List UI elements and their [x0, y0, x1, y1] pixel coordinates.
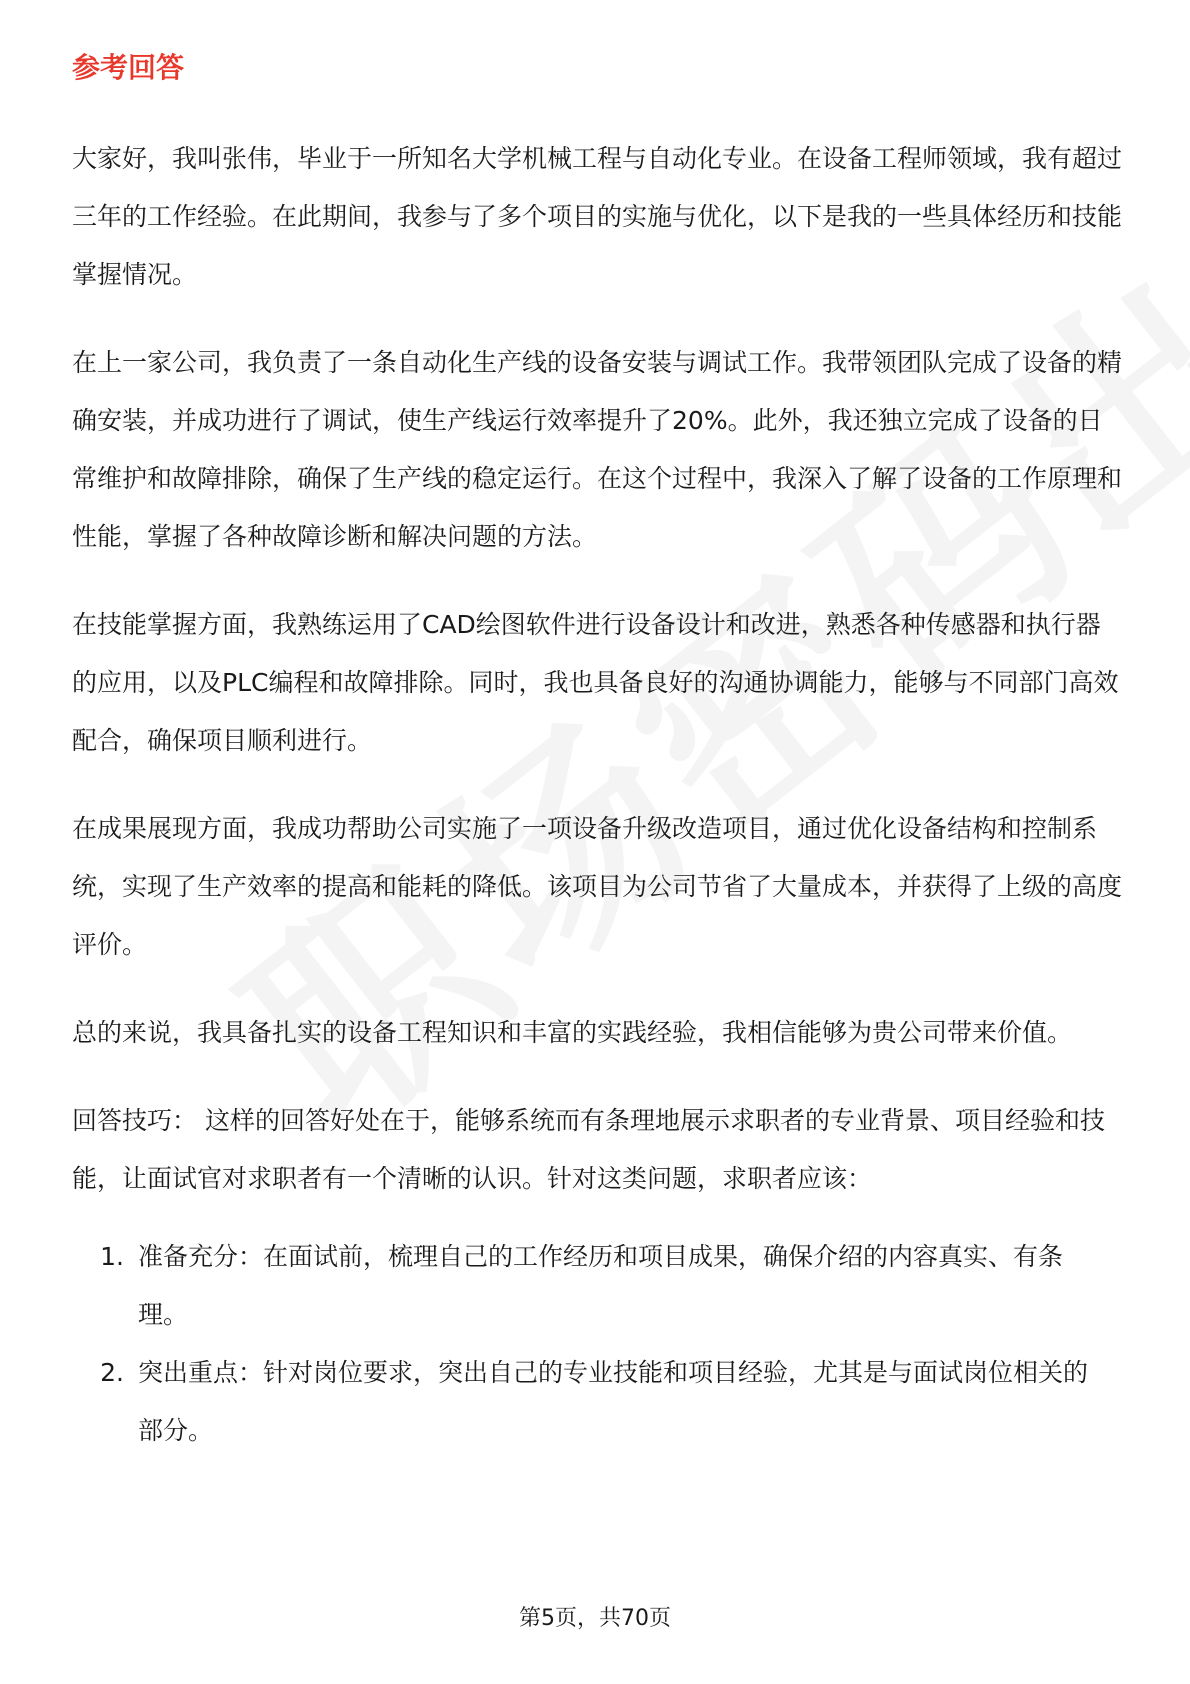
list-text: 准备充分：在面试前，梳理自己的工作经历和项目成果，确保介绍的内容真实、有条理。 [138, 1242, 1064, 1329]
list-number: 2. [100, 1358, 124, 1387]
paragraph-achievements: 在成果展现方面，我成功帮助公司实施了一项设备升级改造项目，通过优化设备结构和控制系统，实现了生产效率的提高和能耗的降低。该项目为公司节省了大量成本，并获得了上级的高度评价。 [72, 814, 1123, 959]
tips-list [72, 1228, 1122, 1460]
list-item [72, 1228, 1122, 1344]
paragraph-tips: 回答技巧： 这样的回答好处在于，能够系统而有条理地展示求职者的专业背景、项目经验和技能，让面试官对求职者有一个清晰的认识。针对这类问题，求职者应该： [72, 1106, 1105, 1193]
document-body [72, 48, 1122, 1460]
paragraph-skills: 在技能掌握方面，我熟练运用了CAD绘图软件进行设备设计和改进，熟悉各种传感器和执行器的应用，以及PLC编程和故障排除。同时，我也具备良好的沟通协调能力，能够与不同部门高效配合，确保项目顺利进行。 [72, 610, 1119, 755]
paragraph-experience: 在上一家公司，我负责了一条自动化生产线的设备安装与调试工作。我带领团队完成了设备的精确安装，并成功进行了调试，使生产线运行效率提升了20%。此外，我还独立完成了设备的日常维护和故障排除，确保了生产线的稳定运行。在这个过程中，我深入了解了设备的工作原理和性能，掌握了各种故障诊断和解决问题的方法。 [72, 348, 1123, 551]
section-heading: 参考回答 [72, 51, 185, 84]
list-number: 1. [100, 1242, 124, 1271]
list-text: 突出重点：针对岗位要求，突出自己的专业技能和项目经验，尤其是与面试岗位相关的部分。 [138, 1358, 1089, 1445]
page-footer: 第5页，共70页 [519, 1606, 671, 1631]
list-item [72, 1344, 1122, 1460]
paragraph-summary: 总的来说，我具备扎实的设备工程知识和丰富的实践经验，我相信能够为贵公司带来价值。 [72, 1018, 1073, 1047]
paragraph-intro: 大家好，我叫张伟，毕业于一所知名大学机械工程与自动化专业。在设备工程师领域，我有超过三年的工作经验。在此期间，我参与了多个项目的实施与优化，以下是我的一些具体经历和技能掌握情况。 [72, 144, 1123, 289]
